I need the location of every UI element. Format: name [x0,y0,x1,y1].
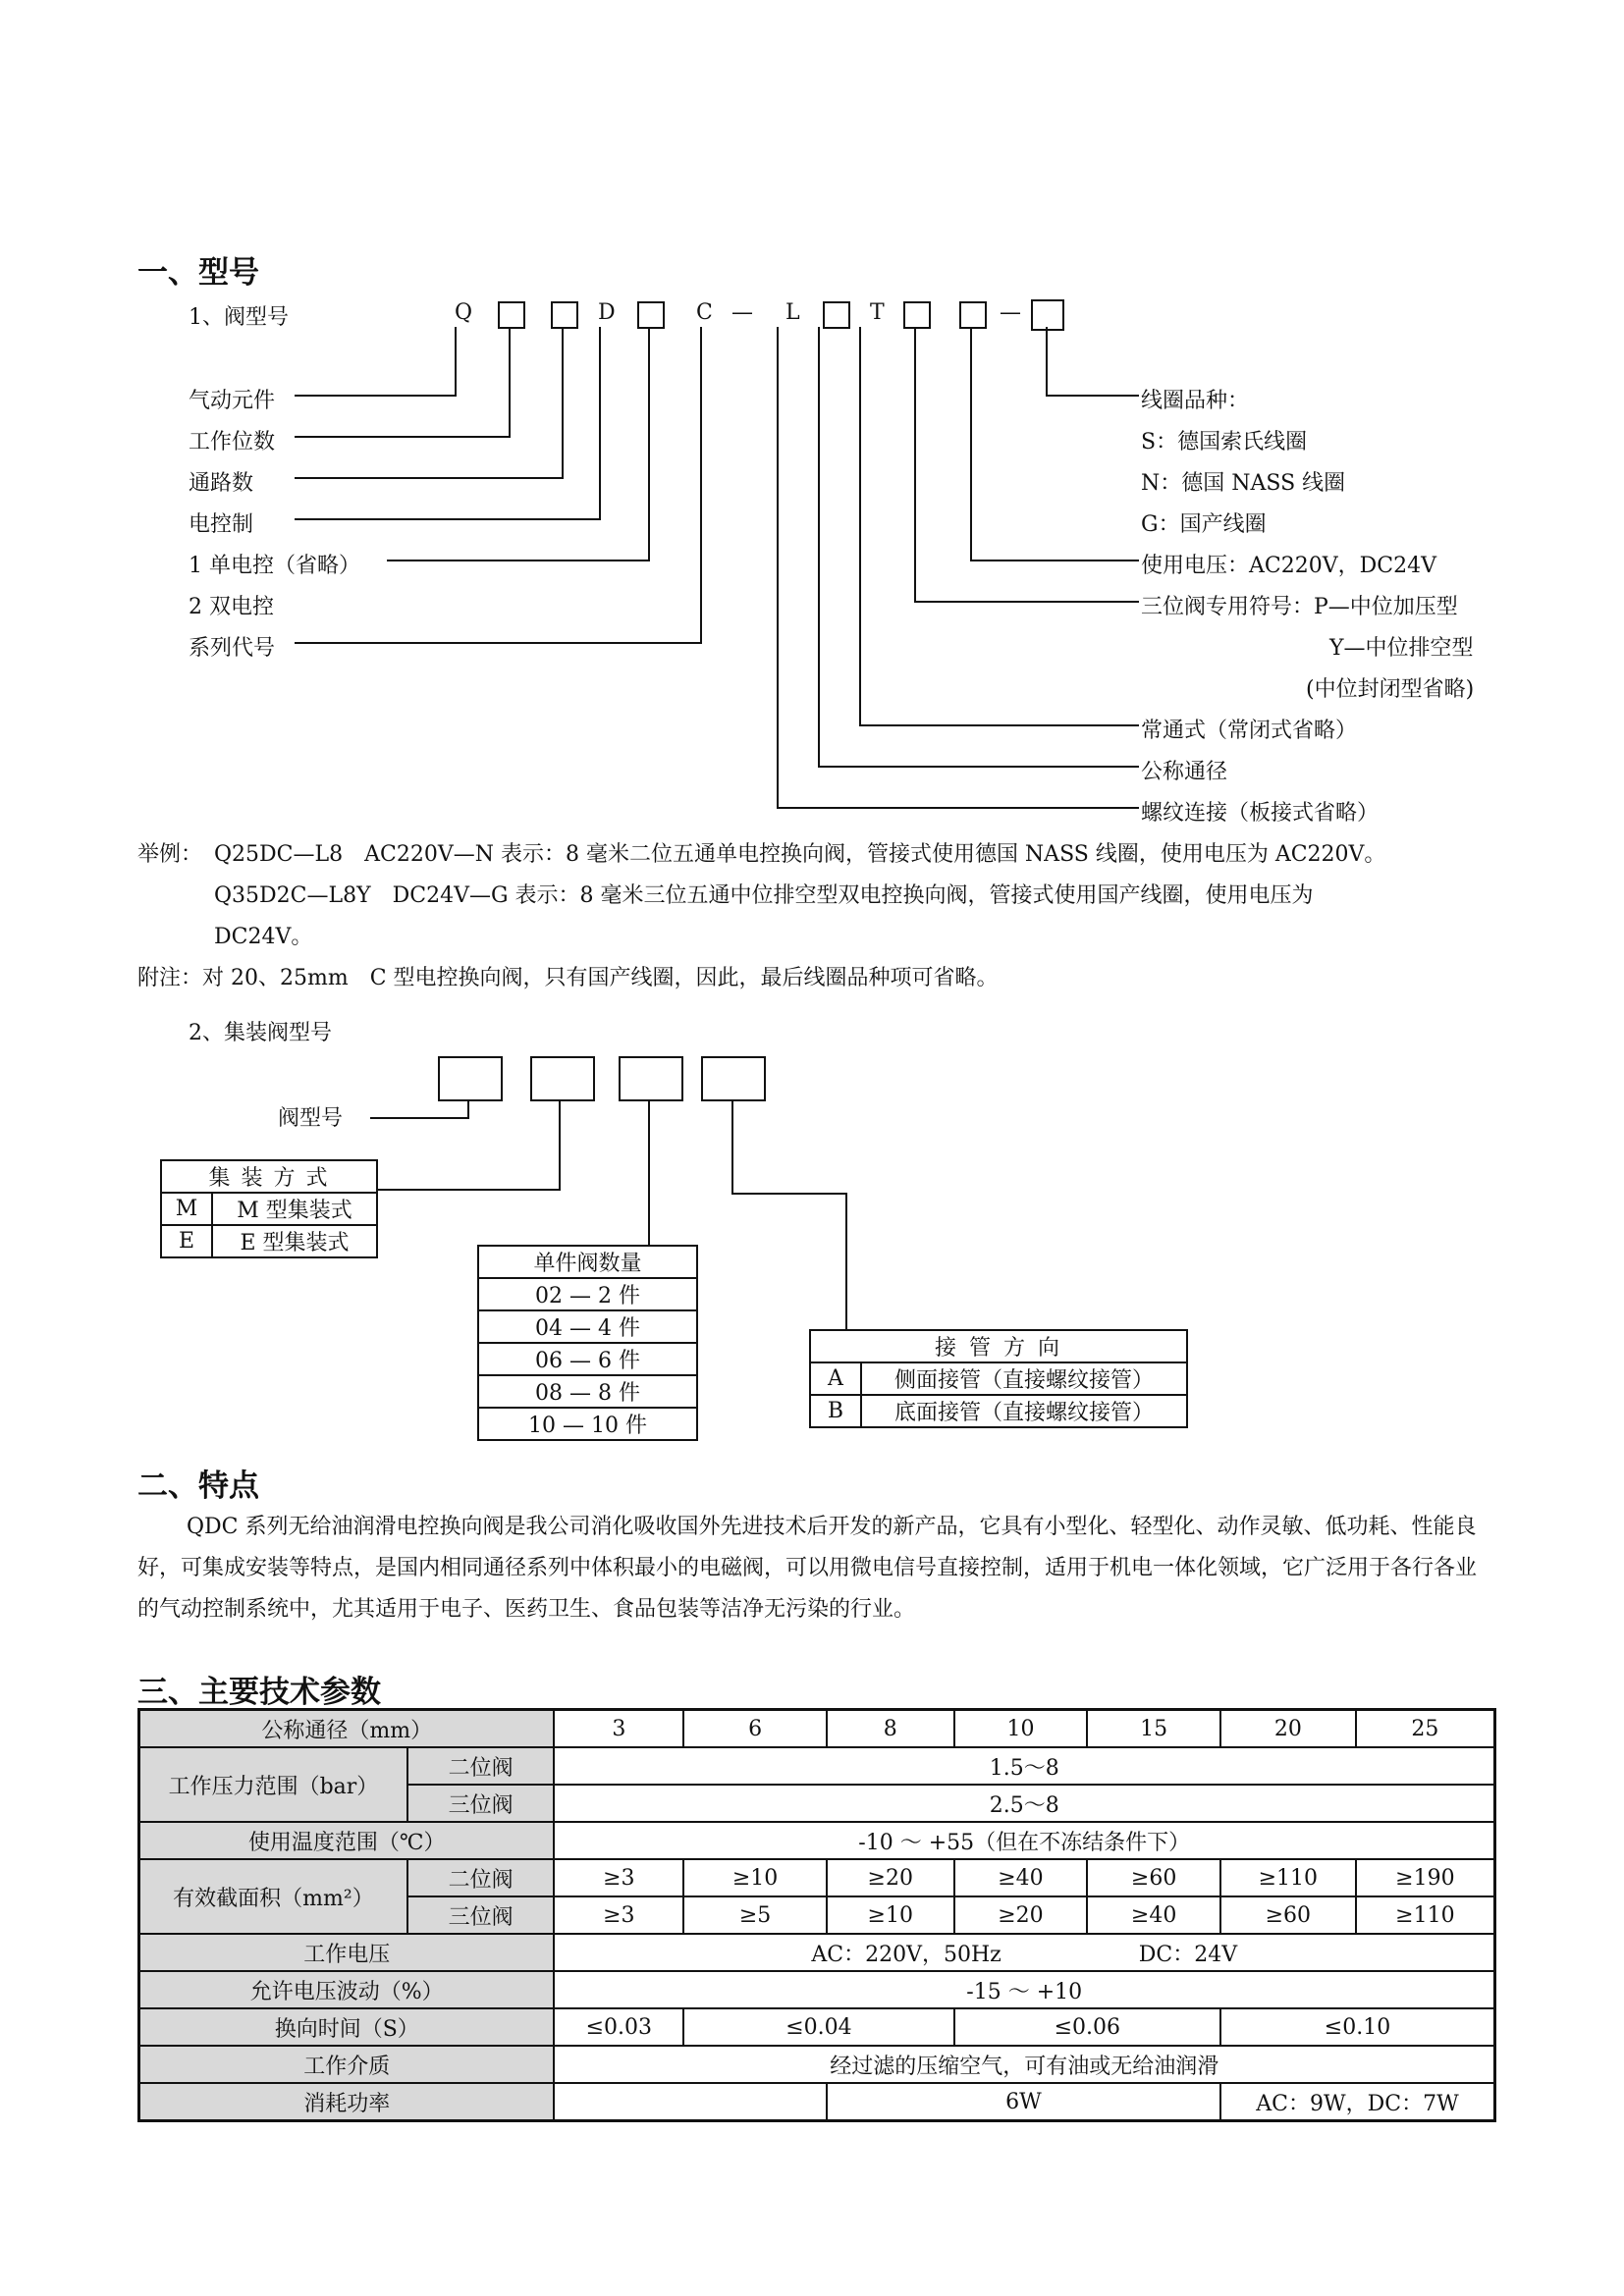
code-dash: — [731,300,753,325]
label-coil-type: 线圈品种： [1141,389,1250,413]
valve-quantity-row: 04 — 4 件 [478,1310,697,1343]
label-thread-connection: 螺纹连接（板接式省略） [1141,801,1380,826]
param-label-temp: 使用温度范围（℃） [139,1822,555,1859]
assembly-desc: E 型集装式 [212,1225,377,1257]
code-dash: — [1000,300,1021,325]
code-box-voltage [959,301,987,329]
example-1: Q25DC—L8 AC220V—N 表示：8 毫米二位五通单电控换向阀，管接式使用德国 NASS 线圈，使用电压为 AC220V。 [214,842,1386,867]
param-area-two: ≥110 [1220,1859,1356,1896]
label-coil-n: N：德国 NASS 线圈 [1141,471,1346,496]
valve-quantity-table [477,1245,698,1441]
assembly-box-quantity [619,1056,683,1101]
assembly-model-subtitle: 2、集装阀型号 [189,1021,332,1045]
param-pressure-two: 1.5～8 [554,1747,1494,1785]
valve-quantity-row: 08 — 8 件 [478,1375,697,1408]
param-voltage-dc: DC：24V [1138,1942,1238,1967]
example-label: 举例： [137,842,203,867]
label-nominal-diameter: 公称通径 [1141,760,1228,784]
label-three-pos-symbol: 三位阀专用符号：P—中位加压型 [1141,595,1458,619]
assembly-box-pipe-direction [701,1056,766,1101]
param-label-nominal: 公称通径（mm） [139,1710,555,1748]
param-area-two: ≥3 [554,1859,683,1896]
param-pressure-three: 2.5～8 [554,1785,1494,1822]
param-switch-time: ≤0.06 [954,2008,1220,2046]
label-working-positions: 工作位数 [189,430,276,454]
param-label-three-pos: 三位阀 [407,1896,555,1934]
label-center-closed: (中位封闭型省略) [1306,677,1475,702]
param-area-three: ≥3 [554,1896,683,1934]
assembly-code: E [161,1225,212,1257]
pipe-direction-table [809,1329,1188,1428]
param-label-medium: 工作介质 [139,2046,555,2083]
param-power-value: 6W [827,2083,1220,2121]
label-coil-g: G：国产线圈 [1141,512,1267,537]
valve-quantity-row: 02 — 2 件 [478,1278,697,1310]
code-box-three-pos-symbol [903,301,931,329]
param-area-two: ≥20 [827,1859,954,1896]
param-diameter: 20 [1220,1710,1356,1748]
param-switch-time: ≤0.03 [554,2008,683,2046]
param-area-three: ≥20 [954,1896,1088,1934]
param-area-three: ≥40 [1087,1896,1220,1934]
pipe-code: A [810,1362,861,1395]
valve-model-subtitle: 1、阀型号 [189,305,289,330]
param-temp-value: -10 ～ +55（但在不冻结条件下） [554,1822,1494,1859]
param-label-voltage: 工作电压 [139,1934,555,1971]
example-2: Q35D2C—L8Y DC24V—G 表示：8 毫米三位五通中位排空型双电控换向阀，管接式使用国产线圈，使用电压为 [214,883,1314,908]
assembly-box-valve-model [438,1056,503,1101]
param-area-three: ≥110 [1356,1896,1495,1934]
param-diameter: 6 [683,1710,827,1748]
param-fluctuation-value: -15 ～ +10 [554,1971,1494,2008]
example-2-cont: DC24V。 [214,925,313,949]
code-box-control [637,301,665,329]
param-area-two: ≥190 [1356,1859,1495,1896]
code-letter-d: D [598,300,616,325]
param-voltage-value [554,1934,1494,1971]
param-power-value [554,2083,826,2121]
valve-quantity-header: 单件阀数量 [478,1246,697,1278]
label-series-code: 系列代号 [189,636,276,661]
assembly-desc: M 型集装式 [212,1193,377,1225]
label-valve-model: 阀型号 [278,1106,344,1131]
param-area-two: ≥60 [1087,1859,1220,1896]
label-voltage: 使用电压：AC220V，DC24V [1141,554,1436,578]
label-pneumatic-element: 气动元件 [189,389,276,413]
param-diameter: 25 [1356,1710,1495,1748]
pipe-code: B [810,1395,861,1427]
param-diameter: 15 [1087,1710,1220,1748]
label-single-control: 1 单电控（省略） [189,554,360,578]
param-label-switch-time: 换向时间（S） [139,2008,555,2046]
param-area-three: ≥60 [1220,1896,1356,1934]
param-area-three: ≥10 [827,1896,954,1934]
code-box-coil [1031,299,1064,331]
param-diameter: 10 [954,1710,1088,1748]
param-label-three-pos: 三位阀 [407,1785,555,1822]
code-letter-c: C [696,300,713,325]
note: 附注：对 20、25mm C 型电控换向阀，只有国产线圈，因此，最后线圈品种项可省略。 [137,966,999,990]
tech-params-table [137,1708,1496,2122]
code-box-diameter [823,301,850,329]
param-diameter: 3 [554,1710,683,1748]
assembly-method-table [160,1159,378,1258]
param-label-power: 消耗功率 [139,2083,555,2121]
param-label-two-pos: 二位阀 [407,1859,555,1896]
param-area-two: ≥40 [954,1859,1088,1896]
assembly-code: M [161,1193,212,1225]
label-center-exhaust: Y—中位排空型 [1329,636,1474,661]
pipe-desc: 底面接管（直接螺纹接管） [861,1395,1187,1427]
assembly-method-header: 集 装 方 式 [161,1160,377,1193]
label-electric-control: 电控制 [189,512,254,537]
assembly-box-method [530,1056,595,1101]
param-voltage-ac: AC：220V，50Hz [811,1942,1001,1967]
label-ports: 通路数 [189,471,254,496]
param-medium-value: 经过滤的压缩空气，可有油或无给油润滑 [554,2046,1494,2083]
param-switch-time: ≤0.04 [683,2008,953,2046]
param-diameter: 8 [827,1710,954,1748]
code-box-ports [551,301,578,329]
param-power-value: AC：9W，DC：7W [1220,2083,1495,2121]
param-label-two-pos: 二位阀 [407,1747,555,1785]
section-title-params: 三、主要技术参数 [137,1675,381,1710]
param-label-area: 有效截面积（mm²） [139,1859,407,1934]
pipe-desc: 侧面接管（直接螺纹接管） [861,1362,1187,1395]
valve-quantity-row: 10 — 10 件 [478,1408,697,1440]
section-title-model: 一、型号 [137,255,259,291]
label-coil-s: S：德国索氏线圈 [1141,430,1308,454]
param-switch-time: ≤0.10 [1220,2008,1495,2046]
param-area-three: ≥5 [683,1896,827,1934]
valve-quantity-row: 06 — 6 件 [478,1343,697,1375]
code-letter-q: Q [455,300,473,325]
section-title-features: 二、特点 [137,1468,259,1504]
code-letter-l: L [785,300,800,325]
label-normally-open: 常通式（常闭式省略） [1141,719,1358,743]
code-letter-t: T [870,300,885,325]
code-box-positions [498,301,525,329]
param-label-pressure: 工作压力范围（bar） [139,1747,407,1822]
features-paragraph: QDC 系列无给油润滑电控换向阀是我公司消化吸收国外先进技术后开发的新产品，它具有小型化、轻型化、动作灵敏、低功耗、性能良好，可集成安装等特点，是国内相同通径系列中体积最小的电磁阀，可以用微电信号直接控制，适用于机电一体化领域，它广泛用于各行各业的气动控制系统中，尤其适用于电子、医药卫生、食品包装等洁净无污染的行业。 [137,1515,1478,1622]
pipe-direction-header: 接 管 方 向 [810,1330,1187,1362]
param-label-fluctuation: 允许电压波动（%） [139,1971,555,2008]
param-area-two: ≥10 [683,1859,827,1896]
label-double-control: 2 双电控 [189,595,274,619]
